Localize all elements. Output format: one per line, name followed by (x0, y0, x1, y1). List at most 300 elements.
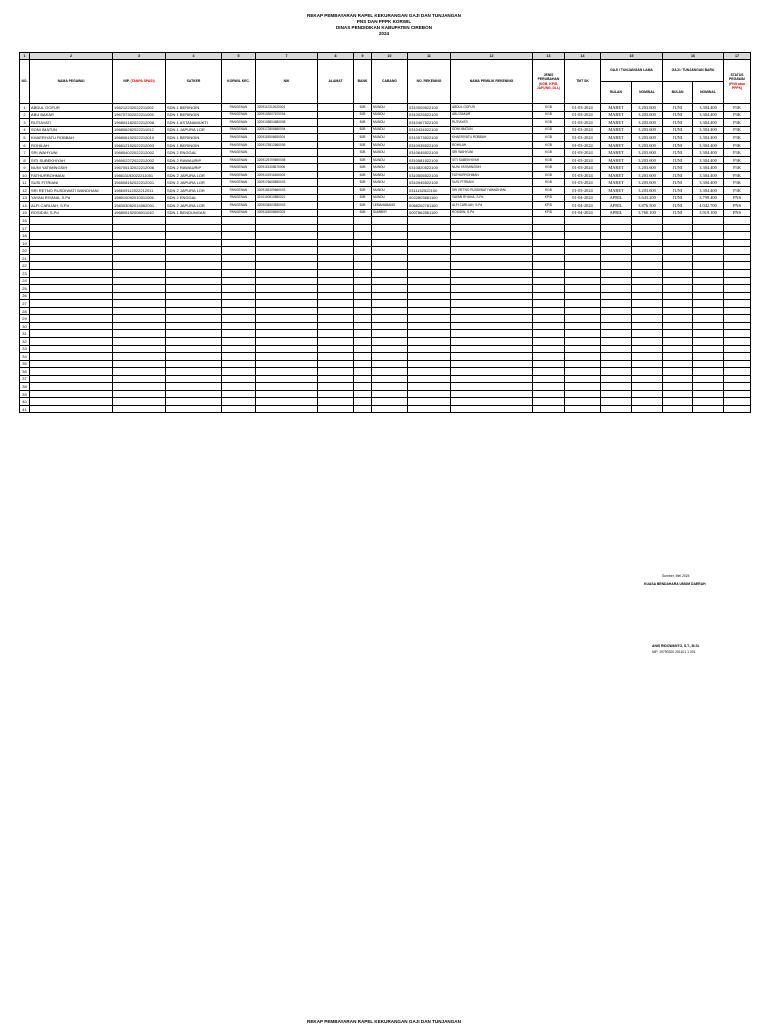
empty-cell (354, 390, 372, 398)
cell-bl_baru: JUNI (663, 209, 693, 217)
cell-bl_lama: MARET (601, 126, 632, 134)
cell-pemilik: ABDUL GOFUR (451, 104, 533, 112)
cell-korwil: PANGENAN (222, 156, 256, 164)
cell-no: 21 (20, 254, 30, 262)
empty-cell (565, 337, 601, 345)
empty-cell (533, 277, 565, 285)
cell-jenis: KGB (533, 134, 565, 142)
cell-no: 26 (20, 292, 30, 300)
cell-bl_baru: JUNI (663, 171, 693, 179)
empty-cell (724, 322, 751, 330)
empty-cell (601, 390, 632, 398)
empty-cell (724, 360, 751, 368)
cell-status: P3K (724, 134, 751, 142)
cell-no: 34 (20, 353, 30, 361)
empty-cell (318, 330, 354, 338)
empty-cell (354, 300, 372, 308)
empty-cell (256, 254, 318, 262)
empty-cell (632, 292, 663, 300)
empty-cell (408, 330, 451, 338)
empty-cell (318, 239, 354, 247)
cell-satker: SDN 1 JAPURA LOR (166, 126, 222, 134)
cell-nom_baru: 3.304.400 (693, 126, 724, 134)
cell-bl_baru: JUNI (663, 134, 693, 142)
empty-row (20, 337, 751, 345)
empty-cell (318, 337, 354, 345)
empty-cell (663, 270, 693, 278)
empty-cell (113, 405, 166, 413)
cell-nom_baru: 3.304.400 (693, 164, 724, 172)
cell-alamat (318, 126, 354, 134)
empty-cell (30, 217, 113, 225)
cell-tmt: 01-04-2024 (565, 194, 601, 202)
empty-cell (166, 368, 222, 376)
col-jenis (533, 60, 565, 104)
empty-cell (166, 398, 222, 406)
col-bank: BANK (354, 60, 372, 104)
empty-cell (354, 277, 372, 285)
cell-no: 35 (20, 360, 30, 368)
empty-cell (451, 300, 533, 308)
empty-cell (601, 285, 632, 293)
empty-cell (256, 390, 318, 398)
empty-cell (318, 247, 354, 255)
empty-cell (30, 337, 113, 345)
cell-jenis: KGB (533, 141, 565, 149)
empty-cell (693, 405, 724, 413)
empty-cell (222, 254, 256, 262)
empty-cell (565, 345, 601, 353)
cell-rek: 0007862561100 (408, 209, 451, 217)
empty-cell (724, 239, 751, 247)
col-nip-note: (TANPA SPASI) (130, 79, 155, 84)
empty-cell (113, 315, 166, 323)
empty-cell (166, 330, 222, 338)
empty-cell (372, 390, 408, 398)
cell-pemilik: YAYAN RIYANA, S.Pd (451, 194, 533, 202)
empty-cell (30, 232, 113, 240)
empty-cell (724, 270, 751, 278)
cell-no: 32 (20, 337, 30, 345)
cell-no: 11 (20, 179, 30, 187)
cell-korwil: PANGENAN (222, 126, 256, 134)
empty-cell (632, 383, 663, 391)
cell-nik: 3209103007670004 (256, 111, 318, 119)
empty-cell (632, 353, 663, 361)
cell-alamat (318, 156, 354, 164)
empty-cell (113, 217, 166, 225)
empty-cell (408, 405, 451, 413)
empty-cell (318, 398, 354, 406)
cell-satker: SDN 2 JAPURA LOR (166, 202, 222, 210)
empty-cell (354, 345, 372, 353)
cell-jenis: KGB (533, 164, 565, 172)
empty-cell (408, 390, 451, 398)
cell-nama: KHAERIYATU ROBBAH (30, 134, 113, 142)
empty-cell (533, 353, 565, 361)
empty-cell (565, 262, 601, 270)
cell-alamat (318, 202, 354, 210)
empty-cell (372, 270, 408, 278)
cell-nom_baru: 3.304.400 (693, 104, 724, 112)
empty-cell (256, 360, 318, 368)
empty-cell (693, 247, 724, 255)
cell-jenis: KGB (533, 119, 565, 127)
cell-alamat (318, 194, 354, 202)
colnum: 7 (256, 53, 318, 60)
empty-cell (30, 270, 113, 278)
cell-nip: 196705132022212006 (113, 164, 166, 172)
empty-cell (632, 368, 663, 376)
empty-cell (724, 277, 751, 285)
cell-nama: FATHURROHMAN (30, 171, 113, 179)
empty-cell (256, 353, 318, 361)
cell-alamat (318, 141, 354, 149)
empty-cell (408, 300, 451, 308)
cell-pemilik: FATHURROHMAN (451, 171, 533, 179)
empty-cell (632, 254, 663, 262)
cell-nik: 3209176608650003 (256, 179, 318, 187)
empty-cell (533, 292, 565, 300)
empty-cell (113, 285, 166, 293)
cell-korwil: PANGENAN (222, 187, 256, 195)
cell-jenis: KGB (533, 104, 565, 112)
empty-cell (222, 262, 256, 270)
cell-status: P3K (724, 179, 751, 187)
colnum: 5 (222, 53, 256, 60)
empty-cell (256, 315, 318, 323)
empty-cell (451, 345, 533, 353)
empty-cell (565, 375, 601, 383)
empty-row (20, 315, 751, 323)
empty-cell (451, 375, 533, 383)
cell-nama: SRI WAHYUNI (30, 149, 113, 157)
empty-cell (256, 292, 318, 300)
cell-nip: 196212232022211002 (113, 104, 166, 112)
col-baru: GAJI / TUNJANGAN BARU (663, 60, 724, 82)
empty-cell (222, 232, 256, 240)
empty-cell (663, 315, 693, 323)
empty-cell (222, 337, 256, 345)
cell-korwil: PANGENAN (222, 141, 256, 149)
empty-cell (451, 315, 533, 323)
cell-satker: SDN 2 JAPURA LOR (166, 171, 222, 179)
cell-tmt: 01-03-2024 (565, 187, 601, 195)
empty-cell (533, 239, 565, 247)
cell-nik: 3209115505680003 (256, 209, 318, 217)
empty-cell (601, 322, 632, 330)
cell-alamat (318, 164, 354, 172)
empty-cell (222, 307, 256, 315)
cell-satker: SDN 1 BENDUNGAN (166, 209, 222, 217)
cell-rek: 0310467522100 (408, 119, 451, 127)
empty-row (20, 307, 751, 315)
empty-cell (113, 270, 166, 278)
empty-cell (565, 292, 601, 300)
cell-pemilik: RUTIAYATI (451, 119, 533, 127)
empty-cell (601, 398, 632, 406)
empty-row (20, 322, 751, 330)
empty-cell (663, 224, 693, 232)
col-nominal-baru: NOMINAL (693, 82, 724, 104)
empty-cell (318, 353, 354, 361)
cell-nom_lama: 3.643.200 (632, 194, 663, 202)
empty-cell (372, 239, 408, 247)
empty-cell (222, 398, 256, 406)
cell-no: 27 (20, 300, 30, 308)
empty-cell (451, 405, 533, 413)
empty-cell (256, 383, 318, 391)
empty-cell (256, 405, 318, 413)
cell-bl_baru: JUNI (663, 179, 693, 187)
empty-cell (533, 224, 565, 232)
cell-alamat (318, 134, 354, 142)
empty-cell (601, 217, 632, 225)
empty-cell (372, 254, 408, 262)
empty-cell (354, 398, 372, 406)
cell-bl_lama: MARET (601, 156, 632, 164)
empty-cell (318, 300, 354, 308)
cell-tmt: 01-03-2024 (565, 126, 601, 134)
empty-cell (451, 390, 533, 398)
empty-cell (166, 315, 222, 323)
cell-bank: BJB (354, 134, 372, 142)
col-nama: NAMA PEGAWAI (30, 60, 113, 104)
empty-cell (372, 217, 408, 225)
empty-cell (632, 277, 663, 285)
cell-rek: 0310820522100 (408, 164, 451, 172)
empty-cell (451, 262, 533, 270)
empty-cell (318, 292, 354, 300)
empty-cell (318, 368, 354, 376)
empty-cell (533, 262, 565, 270)
empty-cell (601, 360, 632, 368)
empty-cell (693, 277, 724, 285)
empty-cell (632, 390, 663, 398)
empty-row (20, 254, 751, 262)
cell-jenis: KGB (533, 111, 565, 119)
cell-satker: SDN 1 BERINGIN (166, 111, 222, 119)
cell-nama: SUSI FITRIANI (30, 179, 113, 187)
empty-cell (451, 247, 533, 255)
empty-cell (601, 300, 632, 308)
cell-rek: 0310945522100 (408, 179, 451, 187)
report-title: REKAP PEMBAYARAN RAPEL KEKURANGAN GAJI DAN TUNJANGAN (307, 13, 461, 18)
cell-bl_baru: JUNI (663, 194, 693, 202)
cell-no: 31 (20, 330, 30, 338)
empty-cell (601, 345, 632, 353)
empty-cell (256, 277, 318, 285)
cell-satker: SDN 2 JAPURA LOR (166, 187, 222, 195)
col-rekening: NO. REKENING (408, 60, 451, 104)
table-body (20, 104, 751, 413)
empty-cell (565, 330, 601, 338)
cell-cabang: MUNDU (372, 187, 408, 195)
cell-bank: BJB (354, 179, 372, 187)
empty-cell (256, 398, 318, 406)
cell-nom_baru: 4.042.700 (693, 202, 724, 210)
signature-place-date: Sumber, Mei 2024 (662, 574, 690, 578)
empty-cell (372, 353, 408, 361)
empty-cell (30, 375, 113, 383)
empty-cell (693, 375, 724, 383)
empty-cell (256, 300, 318, 308)
cell-status: P3K (724, 141, 751, 149)
empty-cell (256, 337, 318, 345)
cell-no: 30 (20, 322, 30, 330)
empty-cell (451, 232, 533, 240)
cell-cabang: MUNDU (372, 171, 408, 179)
cell-korwil: PANGENAN (222, 164, 256, 172)
cell-no: 13 (20, 194, 30, 202)
empty-cell (408, 217, 451, 225)
cell-bl_lama: MARET (601, 171, 632, 179)
empty-cell (354, 383, 372, 391)
empty-cell (693, 337, 724, 345)
cell-rek: 0310573522100 (408, 134, 451, 142)
empty-cell (632, 300, 663, 308)
empty-cell (372, 330, 408, 338)
empty-cell (533, 285, 565, 293)
empty-cell (113, 300, 166, 308)
cell-no: 28 (20, 307, 30, 315)
empty-cell (724, 368, 751, 376)
empty-cell (318, 262, 354, 270)
empty-cell (113, 277, 166, 285)
empty-row (20, 353, 751, 361)
cell-bank: BJB (354, 164, 372, 172)
cell-nom_baru: 3.799.400 (693, 194, 724, 202)
empty-cell (354, 330, 372, 338)
empty-row (20, 247, 751, 255)
cell-bank: BJB (354, 149, 372, 157)
empty-cell (222, 375, 256, 383)
empty-cell (30, 239, 113, 247)
column-number-row (20, 53, 751, 60)
cell-cabang: MUNDU (372, 111, 408, 119)
empty-cell (533, 345, 565, 353)
cell-satker: SDN 2 JAPURA LOR (166, 179, 222, 187)
cell-nik: 3209115506680004 (256, 134, 318, 142)
cell-pemilik: SUSI FITRIANI (451, 179, 533, 187)
cell-bl_baru: JUNI (663, 111, 693, 119)
cell-nik: 3209172806680004 (256, 126, 318, 134)
empty-cell (533, 322, 565, 330)
cell-nik: 3209115305670006 (256, 164, 318, 172)
empty-cell (724, 337, 751, 345)
cell-alamat (318, 179, 354, 187)
cell-nama: SRI RETNO RUSDIWATI WANDHANI (30, 187, 113, 195)
cell-nom_baru: 3.304.400 (693, 149, 724, 157)
next-page-title: REKAP PEMBAYARAN RAPEL KEKURANGAN GAJI DAN TUNJANGAN (307, 1019, 461, 1024)
empty-cell (663, 300, 693, 308)
empty-cell (663, 383, 693, 391)
empty-cell (166, 254, 222, 262)
col-lama: GAJI / TUNJANGAN LAMA (601, 60, 663, 82)
empty-cell (372, 300, 408, 308)
empty-cell (565, 224, 601, 232)
empty-cell (724, 292, 751, 300)
empty-cell (632, 322, 663, 330)
empty-cell (632, 232, 663, 240)
empty-cell (408, 322, 451, 330)
empty-cell (166, 300, 222, 308)
cell-nip: 196804022022212002 (113, 149, 166, 157)
cell-no: 1 (20, 104, 30, 112)
empty-cell (663, 292, 693, 300)
empty-cell (533, 405, 565, 413)
empty-cell (693, 300, 724, 308)
table-row (20, 179, 751, 187)
cell-satker: SDN 2 ENGGAL (166, 194, 222, 202)
cell-nom_baru: 3.304.400 (693, 134, 724, 142)
cell-nama: SONI IMATUN (30, 126, 113, 134)
empty-cell (408, 292, 451, 300)
cell-bank: BJB (354, 202, 372, 210)
cell-pemilik: NUNI YATIMINGSIH (451, 164, 533, 172)
empty-cell (354, 292, 372, 300)
empty-cell (30, 368, 113, 376)
empty-cell (354, 239, 372, 247)
empty-cell (30, 300, 113, 308)
col-status-label: STATUS PEGAWAI (729, 72, 745, 81)
empty-cell (113, 224, 166, 232)
empty-row (20, 398, 751, 406)
empty-cell (451, 224, 533, 232)
empty-cell (222, 217, 256, 225)
colnum: 16 (663, 53, 724, 60)
empty-cell (693, 239, 724, 247)
empty-cell (318, 383, 354, 391)
cell-jenis: KGB (533, 171, 565, 179)
cell-pemilik: KHAERIYATU ROBBAH (451, 134, 533, 142)
cell-no: 40 (20, 398, 30, 406)
cell-nama: YAYAN RIYANA, S.Pd (30, 194, 113, 202)
empty-cell (318, 322, 354, 330)
cell-no: 41 (20, 405, 30, 413)
cell-nip: 196612152022212003 (113, 141, 166, 149)
empty-cell (222, 345, 256, 353)
empty-cell (565, 398, 601, 406)
empty-cell (372, 360, 408, 368)
empty-cell (408, 315, 451, 323)
empty-cell (318, 405, 354, 413)
col-korwil: KORWIL KEC. (222, 60, 256, 104)
empty-row (20, 383, 751, 391)
empty-cell (30, 405, 113, 413)
empty-cell (354, 307, 372, 315)
cell-bl_lama: MARET (601, 104, 632, 112)
cell-pemilik: ROHILAH (451, 141, 533, 149)
empty-cell (724, 405, 751, 413)
cell-bl_lama: APRIL (601, 194, 632, 202)
empty-cell (724, 375, 751, 383)
cell-satker: SDN 2 RAWAURIP (166, 156, 222, 164)
cell-bl_lama: MARET (601, 134, 632, 142)
empty-cell (372, 405, 408, 413)
col-cabang: CABANG (372, 60, 408, 104)
cell-nip: 196804182022212008 (113, 119, 166, 127)
colnum: 9 (354, 53, 372, 60)
cell-jenis: KGB (533, 126, 565, 134)
empty-cell (256, 217, 318, 225)
empty-cell (30, 390, 113, 398)
empty-cell (222, 360, 256, 368)
empty-cell (408, 270, 451, 278)
cell-cabang: SUMBER (372, 209, 408, 217)
cell-no: 24 (20, 277, 30, 285)
colnum: 2 (30, 53, 113, 60)
